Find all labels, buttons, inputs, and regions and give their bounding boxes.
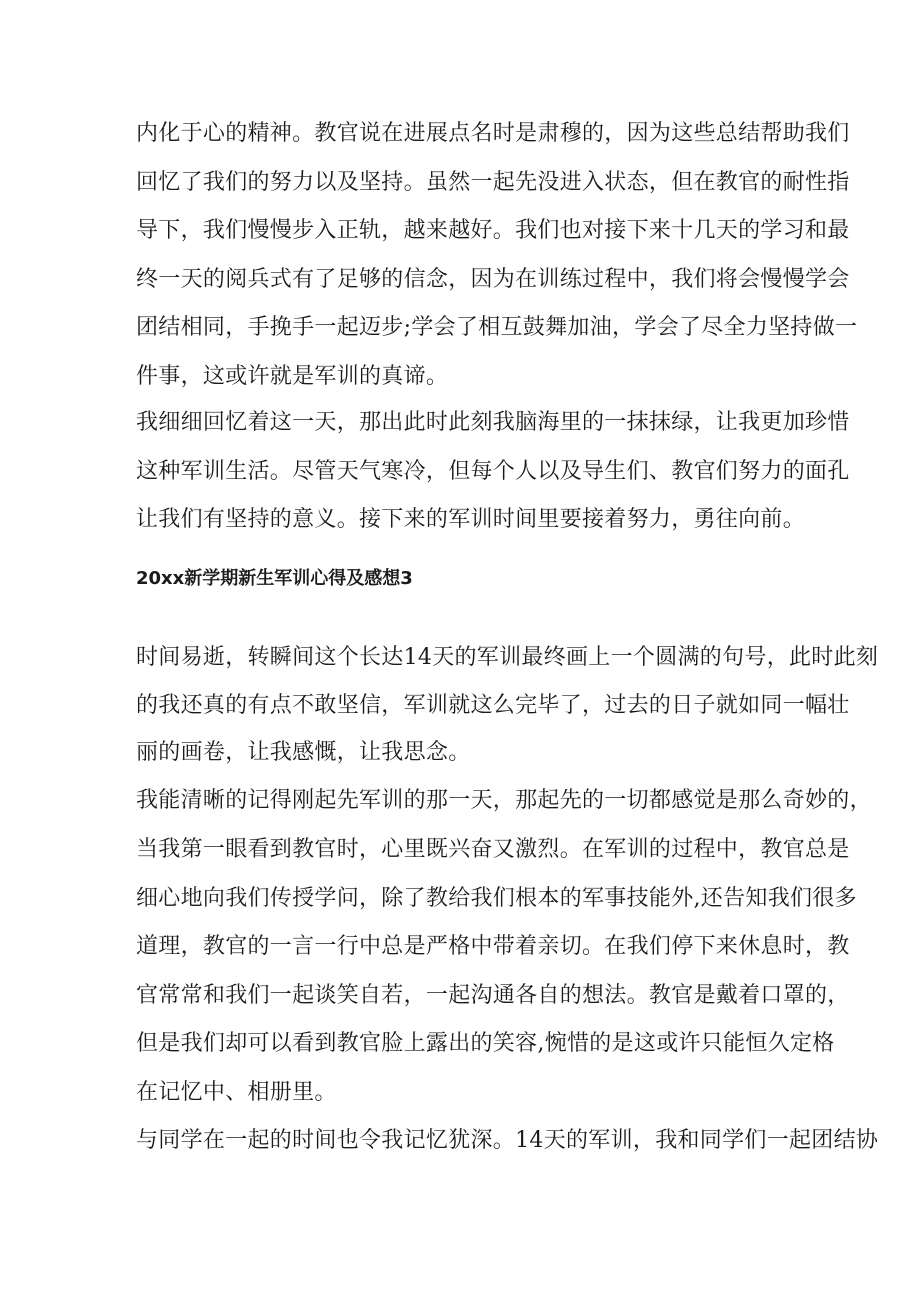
- text-line: 时间易逝，转瞬间这个长达14天的军训最终画上一个圆满的句号，此时此刻: [136, 645, 879, 670]
- text-line: 官常常和我们一起谈笑自若，一起沟通各自的想法。教官是戴着口罩的，: [136, 983, 850, 1008]
- text-line: 内化于心的精神。教官说在进展点名时是肃穆的，因为这些总结帮助我们: [136, 121, 850, 146]
- text-line: 导下，我们慢慢步入正轨，越来越好。我们也对接下来十几天的学习和最: [136, 218, 850, 243]
- text-line: 件事，这或许就是军训的真谛。: [136, 364, 449, 389]
- text-line: 道理，教官的一言一行中总是严格中带着亲切。在我们停下来休息时，教: [136, 934, 850, 959]
- text-line: 但是我们却可以看到教官脸上露出的笑容,惋惜的是这或许只能恒久定格: [136, 1031, 835, 1056]
- text-line: 团结相同，手挽手一起迈步;学会了相互鼓舞加油，学会了尽全力坚持做一: [136, 315, 858, 340]
- text-line: 我能清晰的记得刚起先军训的那一天，那起先的一切都感觉是那么奇妙的，: [136, 788, 872, 813]
- text-line: 回忆了我们的努力以及坚持。虽然一起先没进入状态，但在教官的耐性指: [136, 170, 850, 195]
- text-line: 让我们有坚持的意义。接下来的军训时间里要接着努力，勇往向前。: [136, 507, 806, 532]
- section-heading: 20xx新学期新生军训心得及感想3: [136, 568, 413, 589]
- text-line: 这种军训生活。尽管天气寒冷，但每个人以及导生们、教官们努力的面孔: [136, 459, 850, 484]
- text-line: 我细细回忆着这一天，那出此时此刻我脑海里的一抹抹绿，让我更加珍惜: [136, 410, 850, 435]
- text-line: 细心地向我们传授学问，除了教给我们根本的军事技能外,还告知我们很多: [136, 886, 857, 911]
- text-line: 与同学在一起的时间也令我记忆犹深。14天的军训，我和同学们一起团结协: [136, 1128, 879, 1153]
- text-line: 丽的画卷，让我感慨，让我思念。: [136, 740, 471, 765]
- text-line: 在记忆中、相册里。: [136, 1080, 337, 1105]
- text-line: 当我第一眼看到教官时，心里既兴奋又激烈。在军训的过程中，教官总是: [136, 837, 850, 862]
- text-line: 终一天的阅兵式有了足够的信念，因为在训练过程中，我们将会慢慢学会: [136, 267, 850, 292]
- text-line: 的我还真的有点不敢坚信，军训就这么完毕了，过去的日子就如同一幅壮: [136, 693, 850, 718]
